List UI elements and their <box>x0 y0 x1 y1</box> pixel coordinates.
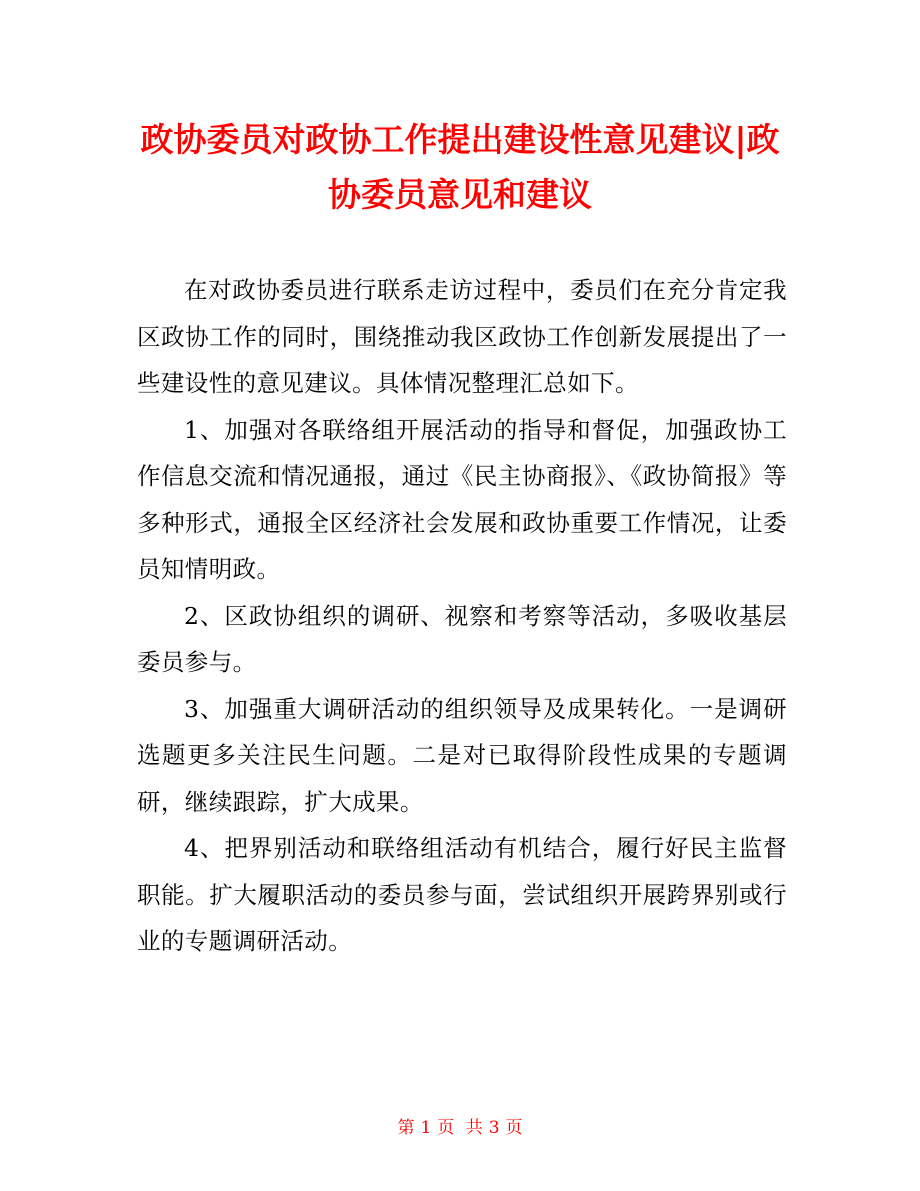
page-footer <box>0 1113 920 1138</box>
paragraph-item-4: 4、把界别活动和联络组活动有机结合，履行好民主监督职能。扩大履职活动的委员参与面，尝试组织开展跨界别或行业的专题调研活动。 <box>137 834 787 955</box>
footer-current-page: 1 <box>420 1118 432 1138</box>
paragraph-item-1: 1、加强对各联络组开展活动的指导和督促，加强政协工作信息交流和情况通报，通过《民主协商报》、《政协简报》等多种形式，通报全区经济社会发展和政协重要工作情况，让委员知情明政。 <box>137 415 787 583</box>
document-body <box>137 267 787 965</box>
paragraph-item-3: 3、加强重大调研活动的组织领导及成果转化。一是调研选题更多关注民生问题。二是对已取得阶段性成果的专题调研，继续跟踪，扩大成果。 <box>137 694 787 816</box>
paragraph-item-2: 2、区政协组织的调研、视察和考察等活动，多吸收基层委员参与。 <box>137 601 787 676</box>
footer-total-pages: 3 <box>488 1118 500 1138</box>
footer-prefix: 第 <box>397 1118 415 1138</box>
footer-suffix: 页 <box>505 1118 523 1138</box>
footer-middle: 页 共 <box>437 1118 483 1138</box>
paragraph-intro: 在对政协委员进行联系走访过程中，委员们在充分肯定我区政协工作的同时，围绕推动我区政协工作创新发展提出了一些建设性的意见建议。具体情况整理汇总如下。 <box>137 276 787 397</box>
document-title: 政协委员对政协工作提出建设性意见建议|政协委员意见和建议 <box>140 120 780 214</box>
